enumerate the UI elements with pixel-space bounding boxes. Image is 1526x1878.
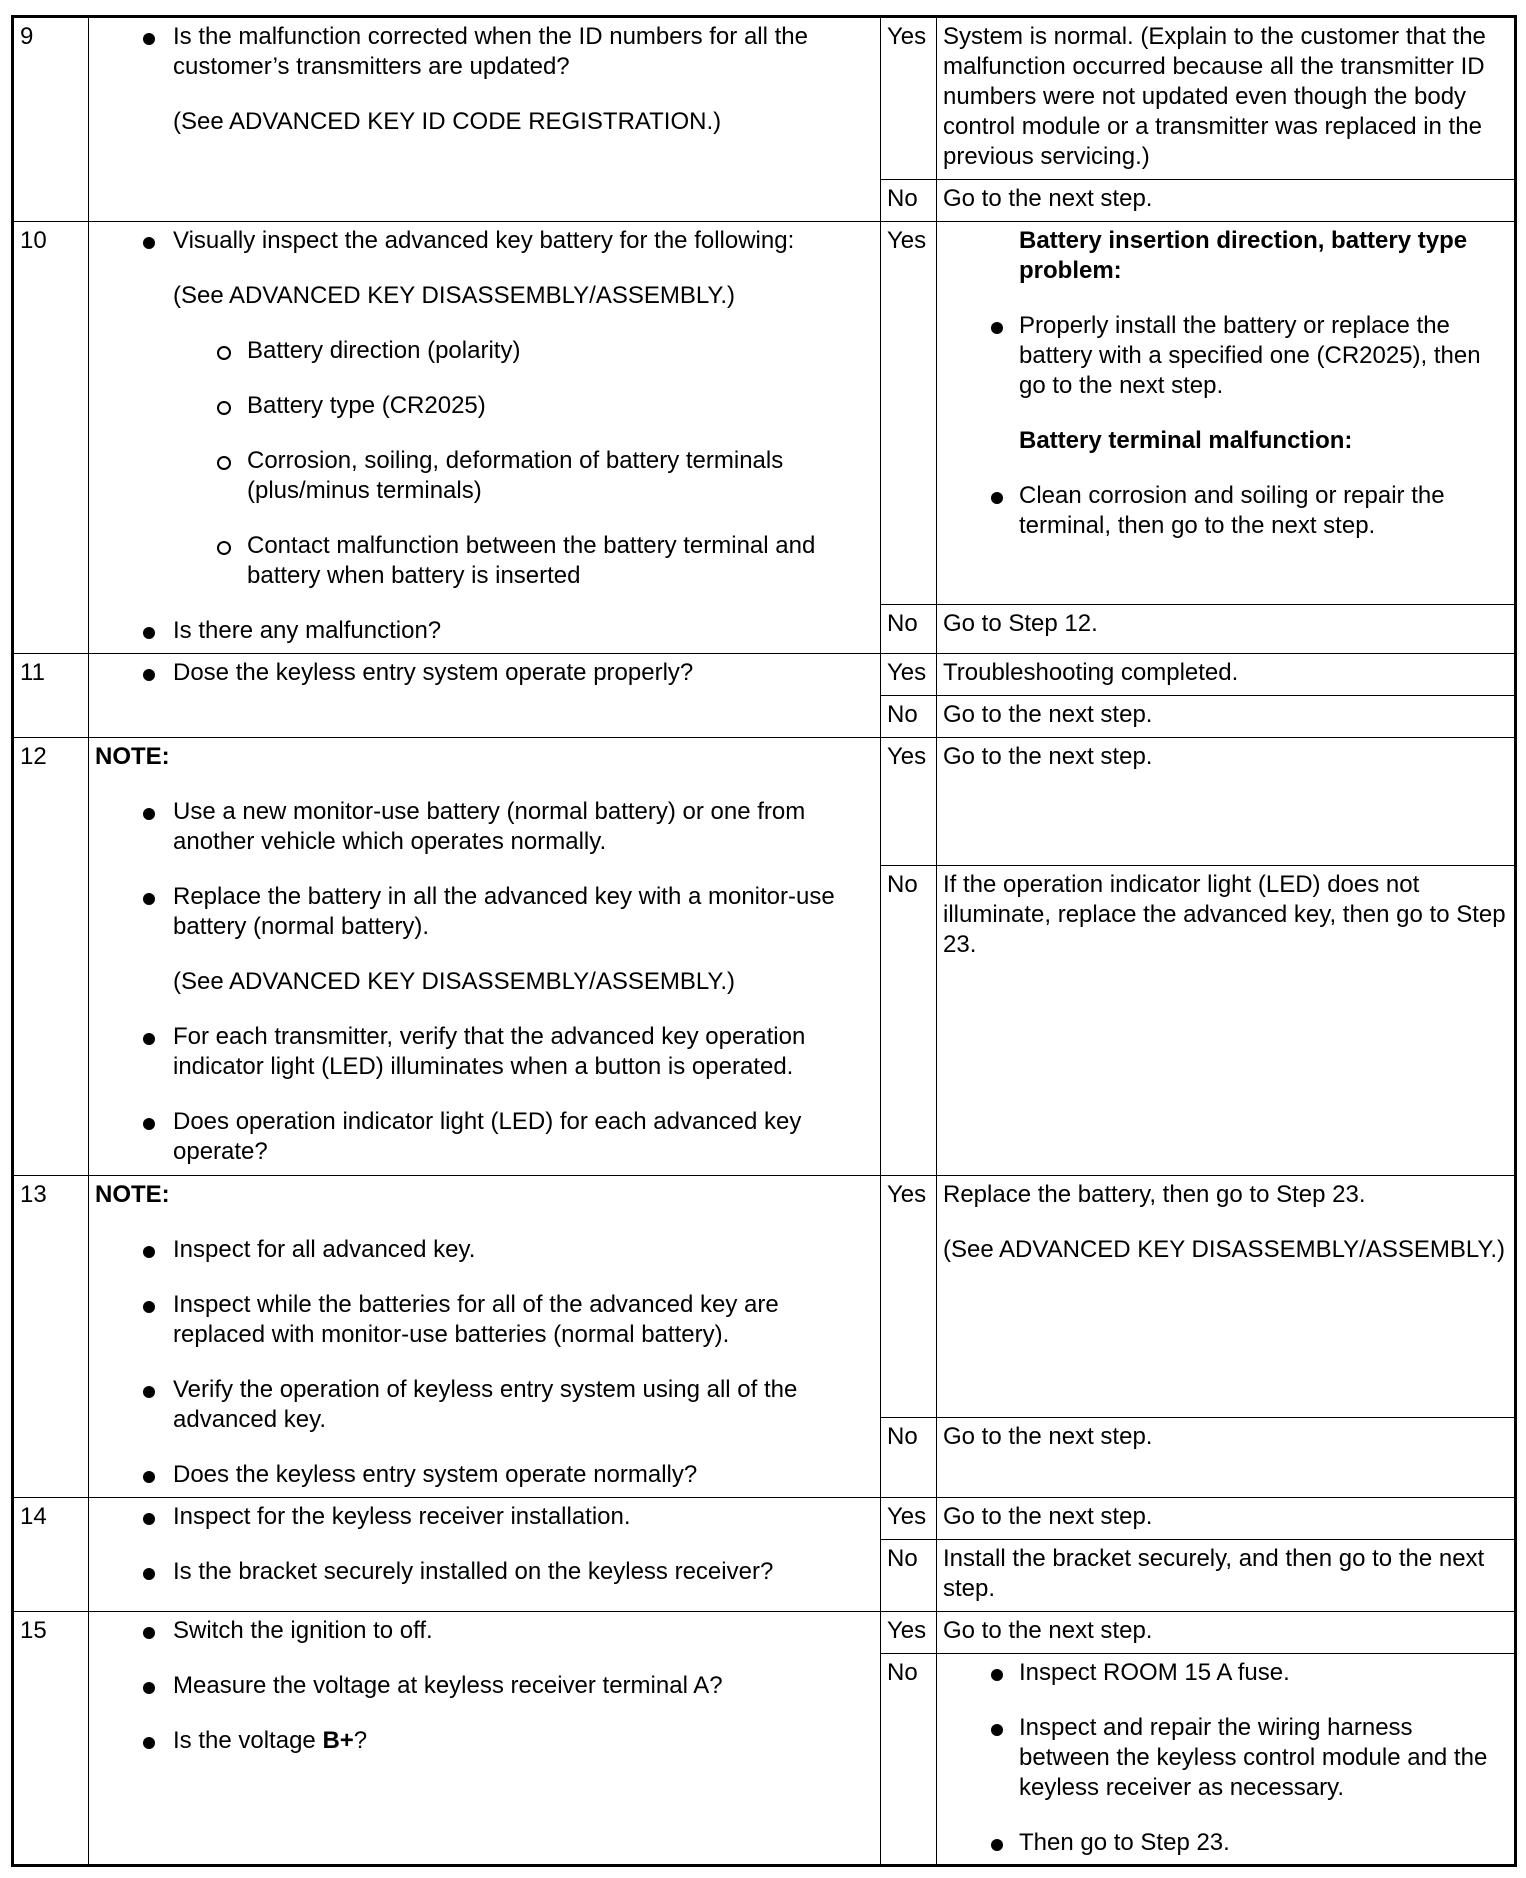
step-number: 11 bbox=[13, 654, 89, 738]
yes-label: Yes bbox=[881, 1612, 937, 1654]
action-bullet: Dose the keyless entry system operate properly? bbox=[95, 658, 874, 688]
note-label: NOTE: bbox=[95, 1181, 170, 1208]
step-action-cell bbox=[89, 17, 881, 222]
result-text: Replace the battery, then go to Step 23. bbox=[943, 1181, 1366, 1208]
sub-bullet: Contact malfunction between the battery terminal and battery when battery is inserted bbox=[95, 531, 874, 591]
yes-result: Go to the next step. bbox=[937, 738, 1516, 866]
yes-result bbox=[937, 222, 1516, 605]
no-label: No bbox=[881, 1540, 937, 1612]
action-bullet: Replace the battery in all the advanced key with a monitor-use battery (normal battery). bbox=[95, 882, 874, 942]
voltage-value: B+ bbox=[322, 1727, 354, 1754]
step-number: 10 bbox=[13, 222, 89, 654]
note-label: NOTE: bbox=[95, 743, 170, 770]
step-9-yes-row bbox=[13, 17, 1516, 180]
action-bullet: Use a new monitor-use battery (normal battery) or one from another vehicle which operates normally. bbox=[95, 797, 874, 857]
yes-label: Yes bbox=[881, 222, 937, 605]
voltage-question-end: ? bbox=[353, 1727, 368, 1754]
sub-bullet: Battery direction (polarity) bbox=[95, 336, 874, 366]
no-label: No bbox=[881, 1654, 937, 1866]
step-11-yes-row bbox=[13, 654, 1516, 696]
yes-label: Yes bbox=[881, 738, 937, 866]
action-bullet: Is there any malfunction? bbox=[95, 616, 874, 646]
troubleshooting-table bbox=[11, 15, 1517, 1867]
step-action-cell bbox=[89, 1498, 881, 1612]
yes-result bbox=[937, 1176, 1516, 1418]
action-bullet: Inspect for the keyless receiver installation. bbox=[95, 1502, 874, 1532]
no-label: No bbox=[881, 605, 937, 654]
no-label: No bbox=[881, 696, 937, 738]
step-13-yes-row bbox=[13, 1176, 1516, 1418]
action-bullet: Verify the operation of keyless entry system using all of the advanced key. bbox=[95, 1375, 874, 1435]
step-action-cell bbox=[89, 222, 881, 654]
action-bullet: Does the keyless entry system operate normally? bbox=[95, 1460, 874, 1490]
step-action-cell bbox=[89, 738, 881, 1176]
result-bullet: Inspect ROOM 15 A fuse. bbox=[943, 1658, 1508, 1688]
action-bullet: Inspect while the batteries for all of the advanced key are replaced with monitor-use batteries (normal battery). bbox=[95, 1290, 874, 1350]
see-reference: (See ADVANCED KEY DISASSEMBLY/ASSEMBLY.) bbox=[173, 282, 735, 309]
no-result: Install the bracket securely, and then go to the next step. bbox=[937, 1540, 1516, 1612]
result-heading: Battery terminal malfunction: bbox=[1019, 427, 1353, 454]
no-label: No bbox=[881, 180, 937, 222]
sub-bullet: Battery type (CR2025) bbox=[95, 391, 874, 421]
yes-label: Yes bbox=[881, 17, 937, 180]
action-bullet: Visually inspect the advanced key battery for the following: bbox=[95, 226, 874, 256]
no-result: Go to the next step. bbox=[937, 1418, 1516, 1498]
yes-label: Yes bbox=[881, 654, 937, 696]
result-bullet: Clean corrosion and soiling or repair the terminal, then go to the next step. bbox=[943, 481, 1508, 541]
step-number: 12 bbox=[13, 738, 89, 1176]
action-bullet: Is the bracket securely installed on the keyless receiver? bbox=[95, 1557, 874, 1587]
result-heading: Battery insertion direction, battery type problem: bbox=[1019, 227, 1468, 284]
see-reference: (See ADVANCED KEY DISASSEMBLY/ASSEMBLY.) bbox=[943, 1236, 1505, 1263]
step-10-yes-row bbox=[13, 222, 1516, 605]
yes-label: Yes bbox=[881, 1176, 937, 1418]
result-bullet: Then go to Step 23. bbox=[943, 1828, 1508, 1858]
voltage-question: Is the voltage bbox=[173, 1727, 323, 1754]
no-label: No bbox=[881, 866, 937, 1176]
action-bullet: Switch the ignition to off. bbox=[95, 1616, 874, 1646]
result-bullet: Inspect and repair the wiring harness between the keyless control module and the keyless receiver as necessary. bbox=[943, 1713, 1508, 1803]
step-number: 9 bbox=[13, 17, 89, 222]
action-bullet: Measure the voltage at keyless receiver terminal A? bbox=[95, 1671, 874, 1701]
step-15-yes-row bbox=[13, 1612, 1516, 1654]
step-action-cell bbox=[89, 1612, 881, 1866]
step-12-yes-row bbox=[13, 738, 1516, 866]
troubleshooting-page bbox=[11, 15, 1514, 1867]
step-action-cell bbox=[89, 1176, 881, 1498]
see-reference: (See ADVANCED KEY DISASSEMBLY/ASSEMBLY.) bbox=[173, 968, 735, 995]
no-label: No bbox=[881, 1418, 937, 1498]
result-bullet: Properly install the battery or replace the battery with a specified one (CR2025), then go to the next step. bbox=[943, 311, 1508, 401]
action-bullet: For each transmitter, verify that the advanced key operation indicator light (LED) illuminates when a button is operated. bbox=[95, 1022, 874, 1082]
yes-label: Yes bbox=[881, 1498, 937, 1540]
step-14-yes-row bbox=[13, 1498, 1516, 1540]
action-bullet: Inspect for all advanced key. bbox=[95, 1235, 874, 1265]
yes-result: Go to the next step. bbox=[937, 1612, 1516, 1654]
no-result: If the operation indicator light (LED) does not illuminate, replace the advanced key, then go to Step 23. bbox=[937, 866, 1516, 1176]
step-action-cell bbox=[89, 654, 881, 738]
no-result bbox=[937, 1654, 1516, 1866]
step-number: 14 bbox=[13, 1498, 89, 1612]
no-result: Go to the next step. bbox=[937, 180, 1516, 222]
see-reference: (See ADVANCED KEY ID CODE REGISTRATION.) bbox=[173, 108, 722, 135]
action-bullet: Does operation indicator light (LED) for each advanced key operate? bbox=[95, 1107, 874, 1167]
yes-result: Go to the next step. bbox=[937, 1498, 1516, 1540]
action-bullet: Is the malfunction corrected when the ID numbers for all the customer’s transmitters are updated? bbox=[95, 22, 874, 82]
action-bullet bbox=[95, 1726, 874, 1756]
step-number: 13 bbox=[13, 1176, 89, 1498]
step-number: 15 bbox=[13, 1612, 89, 1866]
yes-result: System is normal. (Explain to the customer that the malfunction occurred because all the transmitter ID numbers were not updated even though the body control module or a transmitter was replaced in the previous servicing.) bbox=[937, 17, 1516, 180]
sub-bullet: Corrosion, soiling, deformation of battery terminals (plus/minus terminals) bbox=[95, 446, 874, 506]
no-result: Go to the next step. bbox=[937, 696, 1516, 738]
yes-result: Troubleshooting completed. bbox=[937, 654, 1516, 696]
no-result: Go to Step 12. bbox=[937, 605, 1516, 654]
